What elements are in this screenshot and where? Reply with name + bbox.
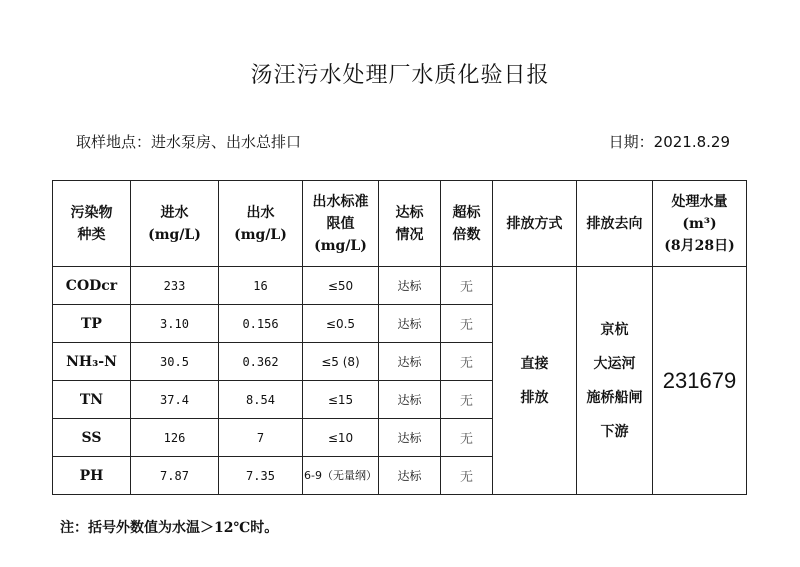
compliance-status: 达标	[379, 343, 441, 381]
inflow-value: 37.4	[131, 381, 219, 419]
limit-value: ≤15	[303, 381, 379, 419]
header-limit-line2: 限值	[326, 215, 355, 232]
header-destination: 排放去向	[577, 181, 653, 267]
discharge-method	[493, 267, 577, 495]
limit-value: ≤10	[303, 419, 379, 457]
header-row	[53, 181, 747, 267]
header-pollutant	[53, 181, 131, 267]
pollutant-name: TP	[53, 305, 131, 343]
header-exceed-line2: 倍数	[452, 226, 481, 243]
header-outflow-line1: 出水	[246, 204, 275, 221]
outflow-value: 0.362	[219, 343, 303, 381]
compliance-status: 达标	[379, 419, 441, 457]
exceed-value: 无	[441, 457, 493, 495]
treatment-volume: 231679	[653, 267, 747, 495]
header-volume-line3: (8月28日)	[664, 237, 735, 254]
outflow-value: 7.35	[219, 457, 303, 495]
destination-line2: 大运河	[593, 355, 636, 372]
pollutant-name: PH	[53, 457, 131, 495]
report-date: 日期：2021.8.29	[608, 133, 730, 151]
outflow-value: 8.54	[219, 381, 303, 419]
limit-value: ≤50	[303, 267, 379, 305]
pollutant-name: CODcr	[53, 267, 131, 305]
header-limit-line1: 出水标准	[312, 193, 369, 210]
header-inflow-line1: 进水	[160, 204, 189, 221]
discharge-method-line1: 直接	[520, 355, 549, 372]
exceed-value: 无	[441, 343, 493, 381]
header-limit	[303, 181, 379, 267]
exceed-value: 无	[441, 381, 493, 419]
compliance-status: 达标	[379, 457, 441, 495]
destination-line4: 下游	[600, 423, 629, 440]
pollutant-name: SS	[53, 419, 131, 457]
limit-value: ≤0.5	[303, 305, 379, 343]
compliance-status: 达标	[379, 381, 441, 419]
discharge-method-line2: 排放	[520, 389, 549, 406]
pollutant-name: NH₃-N	[53, 343, 131, 381]
destination-line3: 施桥船闸	[586, 389, 643, 406]
header-limit-line3: (mg/L)	[314, 237, 367, 254]
header-pollutant-line2: 种类	[77, 226, 106, 243]
outflow-value: 7	[219, 419, 303, 457]
header-volume	[653, 181, 747, 267]
header-method: 排放方式	[493, 181, 577, 267]
header-inflow-line2: (mg/L)	[148, 226, 201, 243]
outflow-value: 0.156	[219, 305, 303, 343]
header-outflow	[219, 181, 303, 267]
header-exceed	[441, 181, 493, 267]
header-inflow	[131, 181, 219, 267]
report-title: 汤汪污水处理厂水质化验日报	[250, 63, 550, 88]
inflow-value: 30.5	[131, 343, 219, 381]
water-quality-table	[52, 180, 747, 495]
pollutant-name: TN	[53, 381, 131, 419]
sampling-location: 取样地点：进水泵房、出水总排口	[76, 133, 302, 151]
table-row	[53, 267, 747, 305]
inflow-value: 233	[131, 267, 219, 305]
limit-value: 6-9（无量纲）	[303, 457, 379, 495]
exceed-value: 无	[441, 267, 493, 305]
limit-value: ≤5 (8)	[303, 343, 379, 381]
outflow-value: 16	[219, 267, 303, 305]
header-compliance	[379, 181, 441, 267]
inflow-value: 7.87	[131, 457, 219, 495]
header-compliance-line1: 达标	[395, 204, 424, 221]
header-volume-line2: (m³)	[682, 215, 717, 232]
discharge-destination	[577, 267, 653, 495]
header-exceed-line1: 超标	[452, 204, 481, 221]
header-volume-line1: 处理水量	[671, 193, 728, 210]
compliance-status: 达标	[379, 267, 441, 305]
header-compliance-line2: 情况	[395, 226, 424, 243]
header-pollutant-line1: 污染物	[70, 204, 113, 221]
footnote: 注：括号外数值为水温＞12℃时。	[60, 520, 279, 536]
destination-line1: 京杭	[600, 321, 629, 338]
inflow-value: 126	[131, 419, 219, 457]
exceed-value: 无	[441, 305, 493, 343]
header-outflow-line2: (mg/L)	[234, 226, 287, 243]
compliance-status: 达标	[379, 305, 441, 343]
exceed-value: 无	[441, 419, 493, 457]
inflow-value: 3.10	[131, 305, 219, 343]
